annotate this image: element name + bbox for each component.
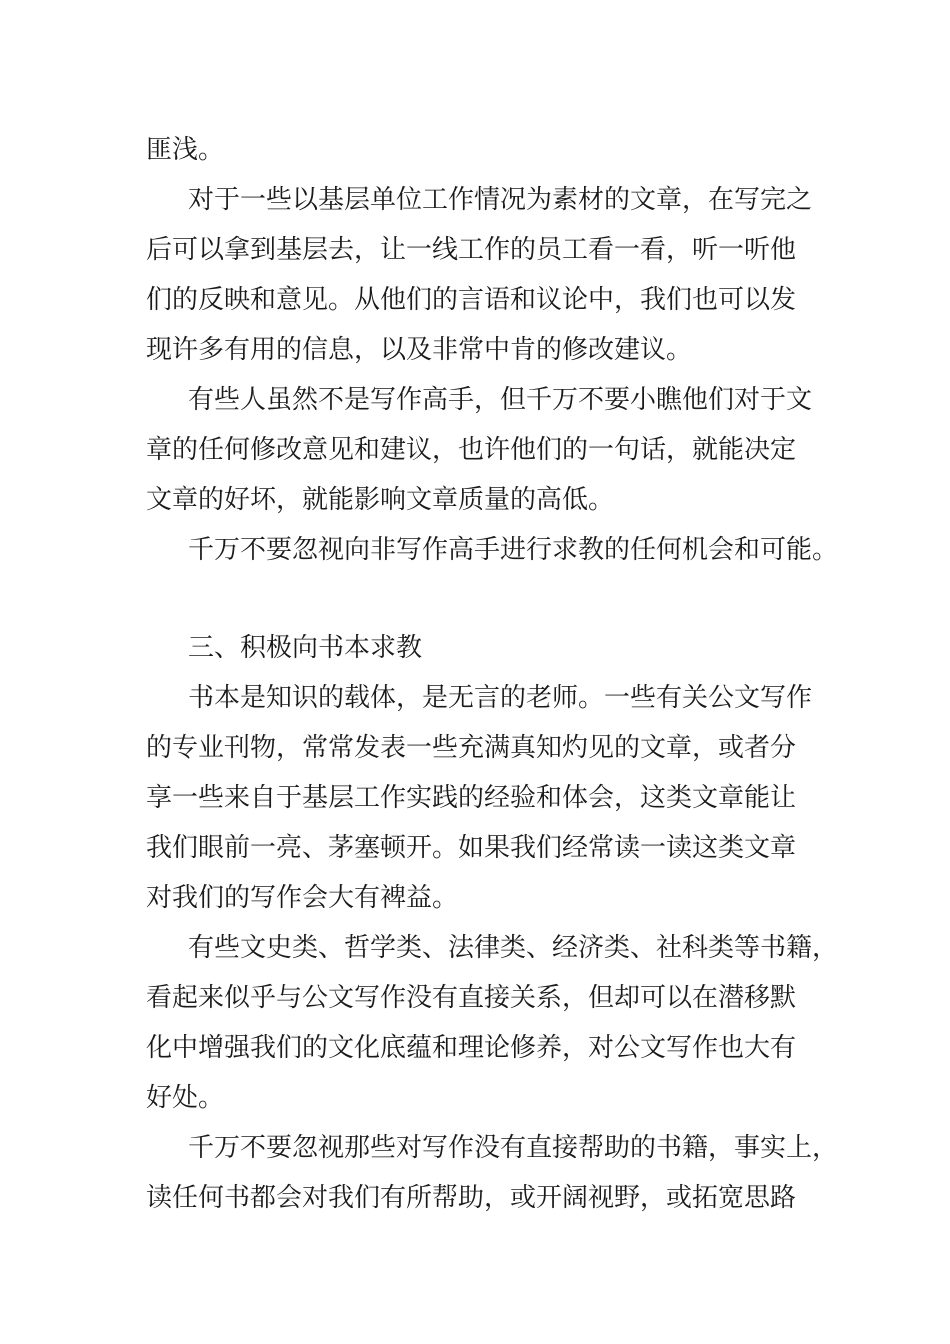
paragraph-1-line: 们的反映和意见。从他们的言语和议论中，我们也可以发 — [146, 285, 797, 315]
section-heading: 三、积极向书本求教 — [188, 633, 423, 663]
paragraph-4-line: 对我们的写作会大有裨益。 — [146, 883, 459, 913]
paragraph-4-line: 享一些来自于基层工作实践的经验和体会，这类文章能让 — [146, 783, 797, 813]
paragraph-5-line: 好处。 — [146, 1083, 225, 1113]
paragraph-1-line: 后可以拿到基层去，让一线工作的员工看一看，听一听他 — [146, 235, 797, 265]
paragraph-2-line: 文章的好坏，就能影响文章质量的高低。 — [146, 485, 615, 515]
paragraph-6-line: 读任何书都会对我们有所帮助，或开阔视野，或拓宽思路 — [146, 1183, 797, 1213]
paragraph-5-line: 有些文史类、哲学类、法律类、经济类、社科类等书籍， — [188, 933, 839, 963]
paragraph-continuation-line: 匪浅。 — [146, 135, 225, 165]
paragraph-5-line: 看起来似乎与公文写作没有直接关系，但却可以在潜移默 — [146, 983, 797, 1013]
paragraph-4-line: 书本是知识的载体，是无言的老师。一些有关公文写作 — [188, 683, 813, 713]
paragraph-2-line: 章的任何修改意见和建议，也许他们的一句话，就能决定 — [146, 435, 797, 465]
paragraph-5-line: 化中增强我们的文化底蕴和理论修养，对公文写作也大有 — [146, 1033, 797, 1063]
paragraph-1-line: 现许多有用的信息，以及非常中肯的修改建议。 — [146, 335, 693, 365]
paragraph-4-line: 的专业刊物，常常发表一些充满真知灼见的文章，或者分 — [146, 733, 797, 763]
paragraph-3-line: 千万不要忽视向非写作高手进行求教的任何机会和可能。 — [188, 535, 839, 565]
paragraph-4-line: 我们眼前一亮、茅塞顿开。如果我们经常读一读这类文章 — [146, 833, 797, 863]
paragraph-2-line: 有些人虽然不是写作高手，但千万不要小瞧他们对于文 — [188, 385, 813, 415]
paragraph-1-line: 对于一些以基层单位工作情况为素材的文章，在写完之 — [188, 185, 813, 215]
paragraph-6-line: 千万不要忽视那些对写作没有直接帮助的书籍，事实上， — [188, 1133, 839, 1163]
